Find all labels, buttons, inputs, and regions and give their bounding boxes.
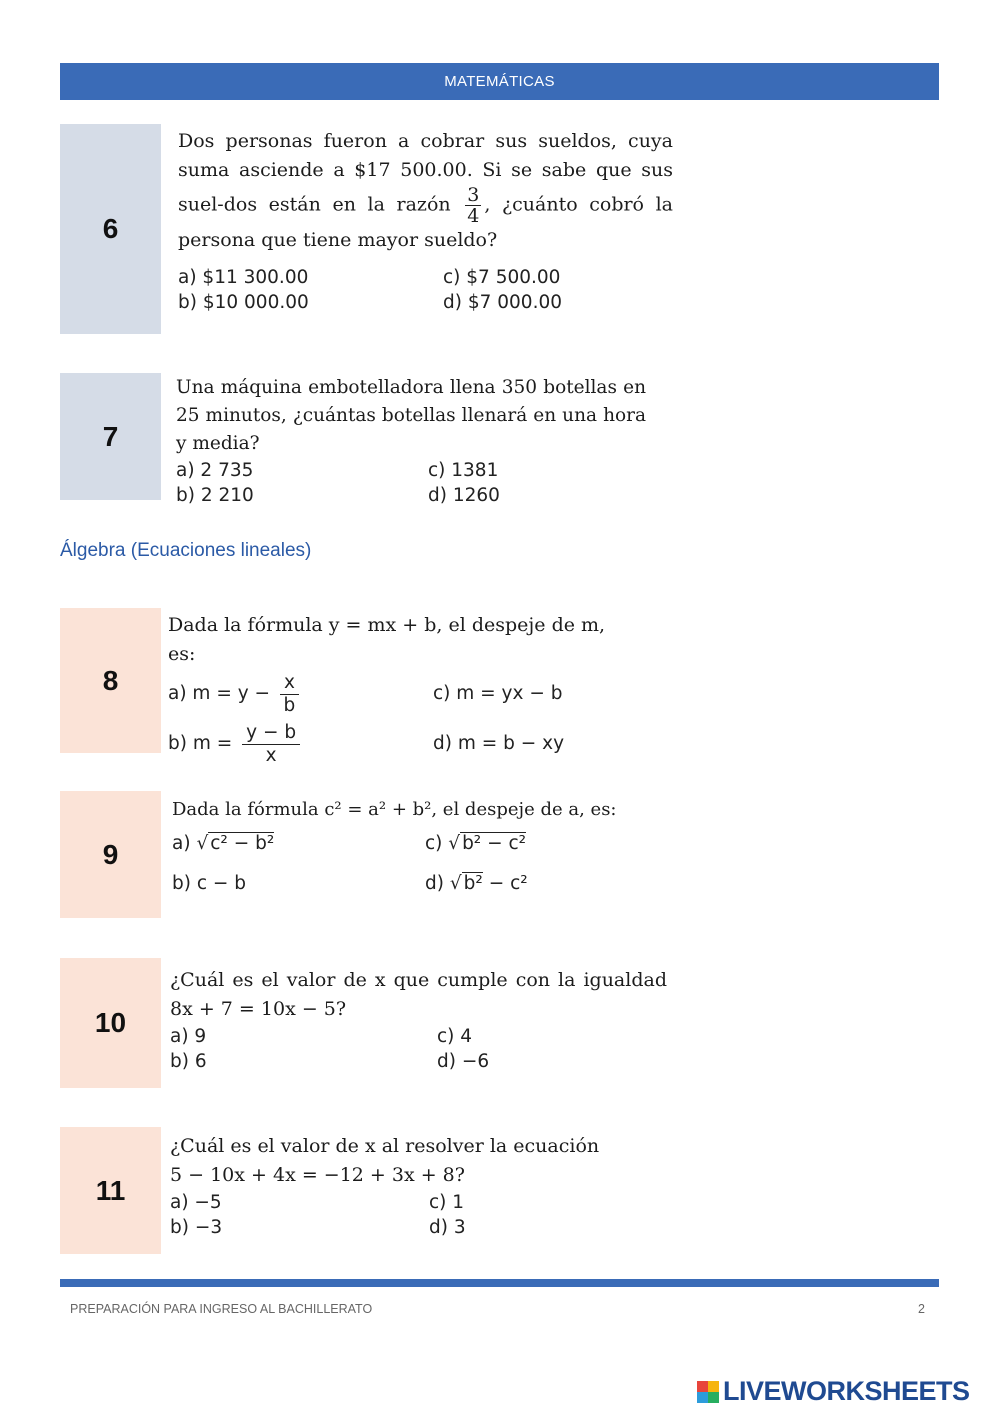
footer-text: PREPARACIÓN PARA INGRESO AL BACHILLERATO	[70, 1302, 373, 1316]
option-a: a) √ c² − b²	[172, 833, 275, 854]
question-8-stem: Dada la fórmula y = mx + b, el despeje de m, es:	[168, 614, 606, 665]
question-10	[170, 966, 667, 1074]
question-number-8: 8	[60, 608, 161, 753]
page-number: 2	[918, 1302, 925, 1316]
ratio-fraction: $\frac{3}{4}$	[467, 184, 480, 227]
option-a: a) m = y − $\frac{x}{b}$	[168, 669, 433, 719]
option-d: d) 3	[429, 1217, 466, 1238]
brand-name: LIVEWORKSHEETS	[723, 1376, 970, 1406]
option-c: c) 1	[429, 1192, 465, 1213]
question-11	[170, 1132, 640, 1240]
option-b: b) 2 210	[176, 485, 254, 506]
option-b: b) m = $\frac{y - b}{x}$	[168, 719, 433, 769]
question-7-stem: Una máquina embotelladora llena 350 botellas en 25 minutos, ¿cuántas botellas llenará en una hora y media?	[176, 377, 646, 454]
question-11-options	[170, 1190, 640, 1240]
option-c: c) m = yx − b	[433, 683, 563, 704]
question-8	[168, 611, 638, 769]
footer-bar	[60, 1279, 939, 1287]
header-title: MATEMÁTICAS	[444, 73, 555, 90]
option-d: d) m = b − xy	[433, 733, 565, 754]
question-number-9: 9	[60, 791, 161, 918]
question-number-11: 11	[60, 1127, 161, 1254]
question-number-6: 6	[60, 124, 161, 334]
option-d: d) √ b² − c²	[425, 873, 528, 894]
option-b: b) $10 000.00	[178, 292, 309, 313]
option-b: b) c − b	[172, 873, 247, 894]
question-6-options	[178, 265, 673, 315]
question-8-options	[168, 669, 638, 769]
option-a: a) −5	[170, 1192, 222, 1213]
question-10-stem: ¿Cuál es el valor de x que cumple con la igualdad 8x + 7 = 10x − 5?	[170, 969, 667, 1020]
question-7	[176, 374, 646, 508]
option-c: c) 1381	[428, 460, 499, 481]
question-11-stem-line-2: 5 − 10x + 4x = −12 + 3x + 8?	[170, 1164, 465, 1186]
question-number-7: 7	[60, 373, 161, 500]
brand[interactable]	[697, 1376, 970, 1407]
question-number-10: 10	[60, 958, 161, 1088]
section-title: Álgebra (Ecuaciones lineales)	[60, 540, 312, 561]
option-d: d) −6	[437, 1051, 490, 1072]
option-a: a) 9	[170, 1026, 207, 1047]
question-6-stem: Dos personas fueron a cobrar sus sueldos, cuya suma asciende a $17 500.00. Si se sabe que sus suel-dos están en la razón $\frac{3}{4}$ , ¿cuánto cobró la persona que tiene mayor sueldo?	[178, 130, 673, 251]
option-c: c) √ b² − c²	[425, 833, 527, 854]
question-10-options	[170, 1024, 667, 1074]
option-d: d) 1260	[428, 485, 500, 506]
question-9	[172, 795, 642, 904]
option-c: c) $7 500.00	[443, 267, 561, 288]
option-d: d) $7 000.00	[443, 292, 562, 313]
option-b: b) −3	[170, 1217, 223, 1238]
question-9-options	[172, 824, 642, 904]
option-a: a) $11 300.00	[178, 267, 309, 288]
option-b: b) 6	[170, 1051, 207, 1072]
option-c: c) 4	[437, 1026, 473, 1047]
header-bar	[60, 63, 939, 100]
question-11-stem-line-1: ¿Cuál es el valor de x al resolver la ecuación	[170, 1135, 600, 1157]
question-9-stem: Dada la fórmula c² = a² + b², el despeje de a, es:	[172, 799, 617, 820]
liveworksheets-logo-icon	[697, 1381, 719, 1403]
option-a: a) 2 735	[176, 460, 254, 481]
question-7-options	[176, 458, 646, 508]
question-6	[178, 127, 673, 315]
